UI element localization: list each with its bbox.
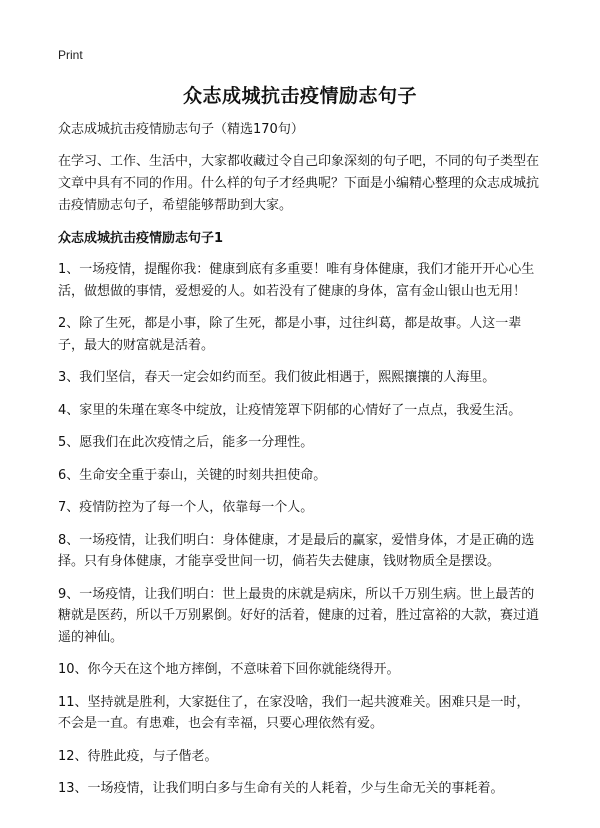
quote-item: 7、疫情防控为了每一个人，依靠每一个人。 <box>58 500 314 515</box>
quote-item: 2、除了生死，都是小事，除了生死，都是小事，过往纠葛，都是故事。人这一辈子，最大的财富就是活着。 <box>58 316 522 353</box>
print-link[interactable]: Print <box>58 48 83 62</box>
page-title: 众志成城抗击疫情励志句子 <box>182 85 417 107</box>
intro-paragraph: 在学习、工作、生活中，大家都收藏过令自己印象深刻的句子吧，不同的句子类型在文章中具有不同的作用。什么样的句子才经典呢？下面是小编精心整理的众志成城抗击疫情励志句子，希望能够帮助到大家。 <box>58 154 540 213</box>
quote-item: 6、生命安全重于泰山，关键的时刻共担使命。 <box>58 467 327 483</box>
quote-list <box>58 259 542 800</box>
quote-item: 8、一场疫情，让我们明白：身体健康，才是最后的赢家，爱惜身体，才是正确的选择。只有身体健康，才能享受世间一切，倘若失去健康，钱财物质全是摆设。 <box>58 532 535 569</box>
quote-item: 12、待胜此疫，与子偕老。 <box>58 748 218 764</box>
quote-item: 5、愿我们在此次疫情之后，能多一分理性。 <box>58 435 314 450</box>
quote-item: 4、家里的朱瑾在寒冬中绽放，让疫情笼罩下阴郁的心情好了一点点，我爱生活。 <box>58 402 522 418</box>
quote-item: 10、你今天在这个地方摔倒，不意味着下回你就能绕得开。 <box>58 662 400 677</box>
quote-item: 9、一场疫情，让我们明白：世上最贵的床就是病床，所以千万别生病。世上最苦的糖就是医药，所以千万别累倒。好好的活着，健康的过着，胜过富裕的大款，赛过逍遥的神仙。 <box>58 586 540 645</box>
quote-item: 3、我们坚信，春天一定会如约而至。我们彼此相遇于，熙熙攘攘的人海里。 <box>58 370 496 385</box>
quote-item: 1、一场疫情，提醒你我：健康到底有多重要！唯有身体健康，我们才能开开心心生活，做想做的事情，爱想爱的人。如若没有了健康的身体，富有金山银山也无用！ <box>58 262 535 299</box>
quote-item: 13、一场疫情，让我们明白多与生命有关的人耗着，少与生命无关的事耗着。 <box>58 781 504 796</box>
section-heading: 众志成城抗击疫情励志句子1 <box>58 231 224 246</box>
quote-item: 11、坚持就是胜利，大家挺住了，在家没啥，我们一起共渡难关。困难只是一时，不会是一直。有患难，也会有幸福，只要心理依然有爱。 <box>58 694 530 731</box>
subtitle: 众志成城抗击疫情励志句子（精选170句） <box>58 122 304 137</box>
